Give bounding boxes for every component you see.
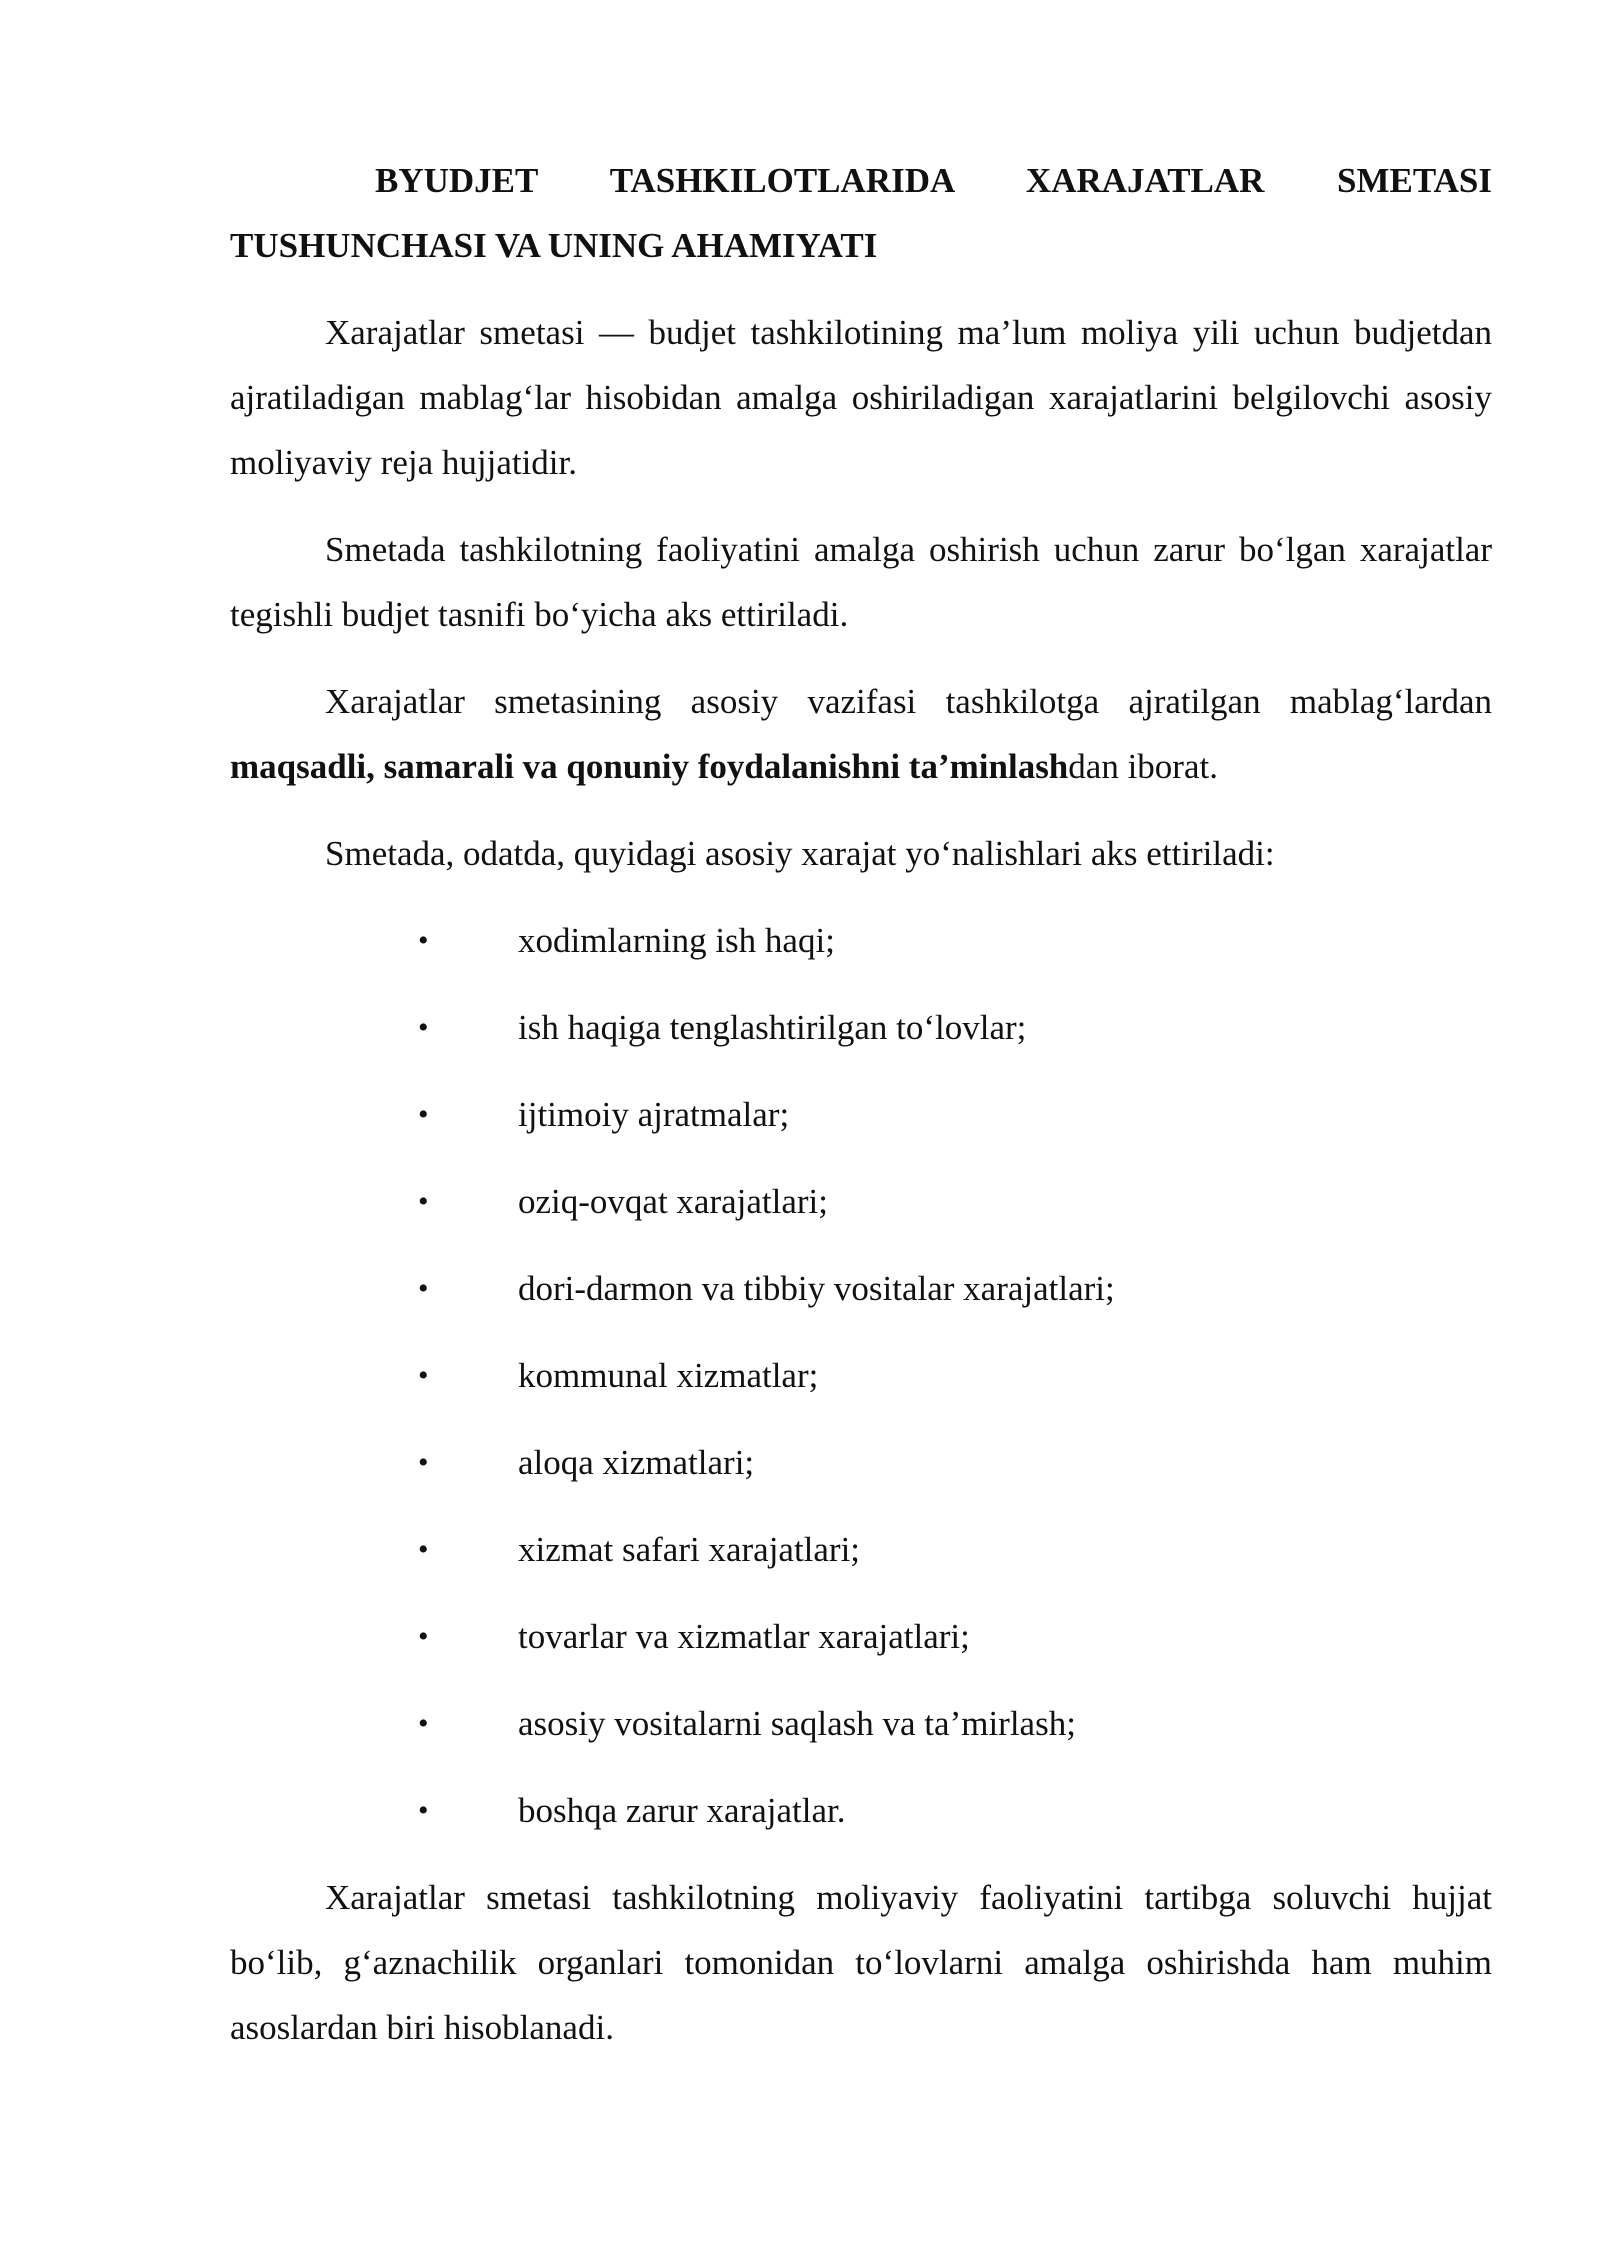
bullet-icon: •	[418, 924, 429, 957]
bullet-icon: •	[418, 1359, 429, 1392]
bullet-icon: •	[418, 1620, 429, 1653]
bullet-icon: •	[418, 1707, 429, 1740]
list-item	[230, 1169, 1492, 1234]
paragraph-list-intro: Smetada, odatda, quyidagi asosiy xarajat yo‘nalishlari aks ettiriladi:	[325, 834, 1275, 873]
paragraph-purpose-bold: maqsadli, samarali va qonuniy foydalanishni ta’minlash	[230, 747, 1069, 786]
list-item	[230, 1256, 1492, 1321]
list-item-text: boshqa zarur xarajatlar.	[518, 1791, 846, 1830]
bullet-icon: •	[418, 1533, 429, 1566]
bullet-icon: •	[418, 1098, 429, 1131]
list-item	[230, 1604, 1492, 1669]
paragraph-purpose-start: Xarajatlar smetasining asosiy vazifasi tashkilotga ajratilgan mablag‘lardan	[325, 682, 1492, 721]
list-item	[230, 1517, 1492, 1582]
bullet-icon: •	[418, 1446, 429, 1479]
bullet-icon: •	[418, 1794, 429, 1827]
list-item	[230, 908, 1492, 973]
list-item-text: aloqa xizmatlari;	[518, 1443, 755, 1482]
paragraph-purpose	[230, 669, 1492, 799]
list-item-text: ijtimoiy ajratmalar;	[518, 1095, 790, 1134]
paragraph-classification: Smetada tashkilotning faoliyatini amalga oshirish uchun zarur bo‘lgan xarajatlar tegishli budjet tasnifi bo‘yicha aks ettiriladi.	[230, 530, 1492, 634]
list-item	[230, 1082, 1492, 1147]
list-item	[230, 995, 1492, 1060]
bullet-icon: •	[418, 1185, 429, 1218]
paragraph-purpose-end: dan iborat.	[1068, 747, 1218, 786]
list-item-text: asosiy vositalarni saqlash va ta’mirlash;	[518, 1704, 1076, 1743]
list-item-text: xodimlarning ish haqi;	[518, 921, 835, 960]
bullet-icon: •	[418, 1011, 429, 1044]
list-item	[230, 1691, 1492, 1756]
document-page	[230, 148, 1492, 2082]
paragraph-definition: Xarajatlar smetasi — budjet tashkilotining ma’lum moliya yili uchun budjetdan ajratiladigan mablag‘lar hisobidan amalga oshiriladigan xarajatlarini belgilovchi asosiy moliyaviy reja hujjatidir.	[230, 313, 1492, 482]
bullet-icon: •	[418, 1272, 429, 1305]
list-item-text: xizmat safari xarajatlari;	[518, 1530, 861, 1569]
expense-list	[230, 908, 1492, 1843]
list-item	[230, 1430, 1492, 1495]
list-item-text: tovarlar va xizmatlar xarajatlari;	[518, 1617, 970, 1656]
paragraph-conclusion: Xarajatlar smetasi tashkilotning moliyaviy faoliyatini tartibga soluvchi hujjat bo‘lib, g‘aznachilik organlari tomonidan to‘lovlarni amalga oshirishda ham muhim asoslardan biri hisoblanadi.	[230, 1878, 1492, 2047]
list-item-text: dori-darmon va tibbiy vositalar xarajatlari;	[518, 1269, 1115, 1308]
list-item	[230, 1778, 1492, 1843]
list-item	[230, 1343, 1492, 1408]
document-title: BYUDJET TASHKILOTLARIDA XARAJATLAR SMETASI TUSHUNCHASI VA UNING AHAMIYATI	[230, 161, 1492, 265]
list-item-text: kommunal xizmatlar;	[518, 1356, 819, 1395]
list-item-text: ish haqiga tenglashtirilgan to‘lovlar;	[518, 1008, 1027, 1047]
list-item-text: oziq-ovqat xarajatlari;	[518, 1182, 828, 1221]
